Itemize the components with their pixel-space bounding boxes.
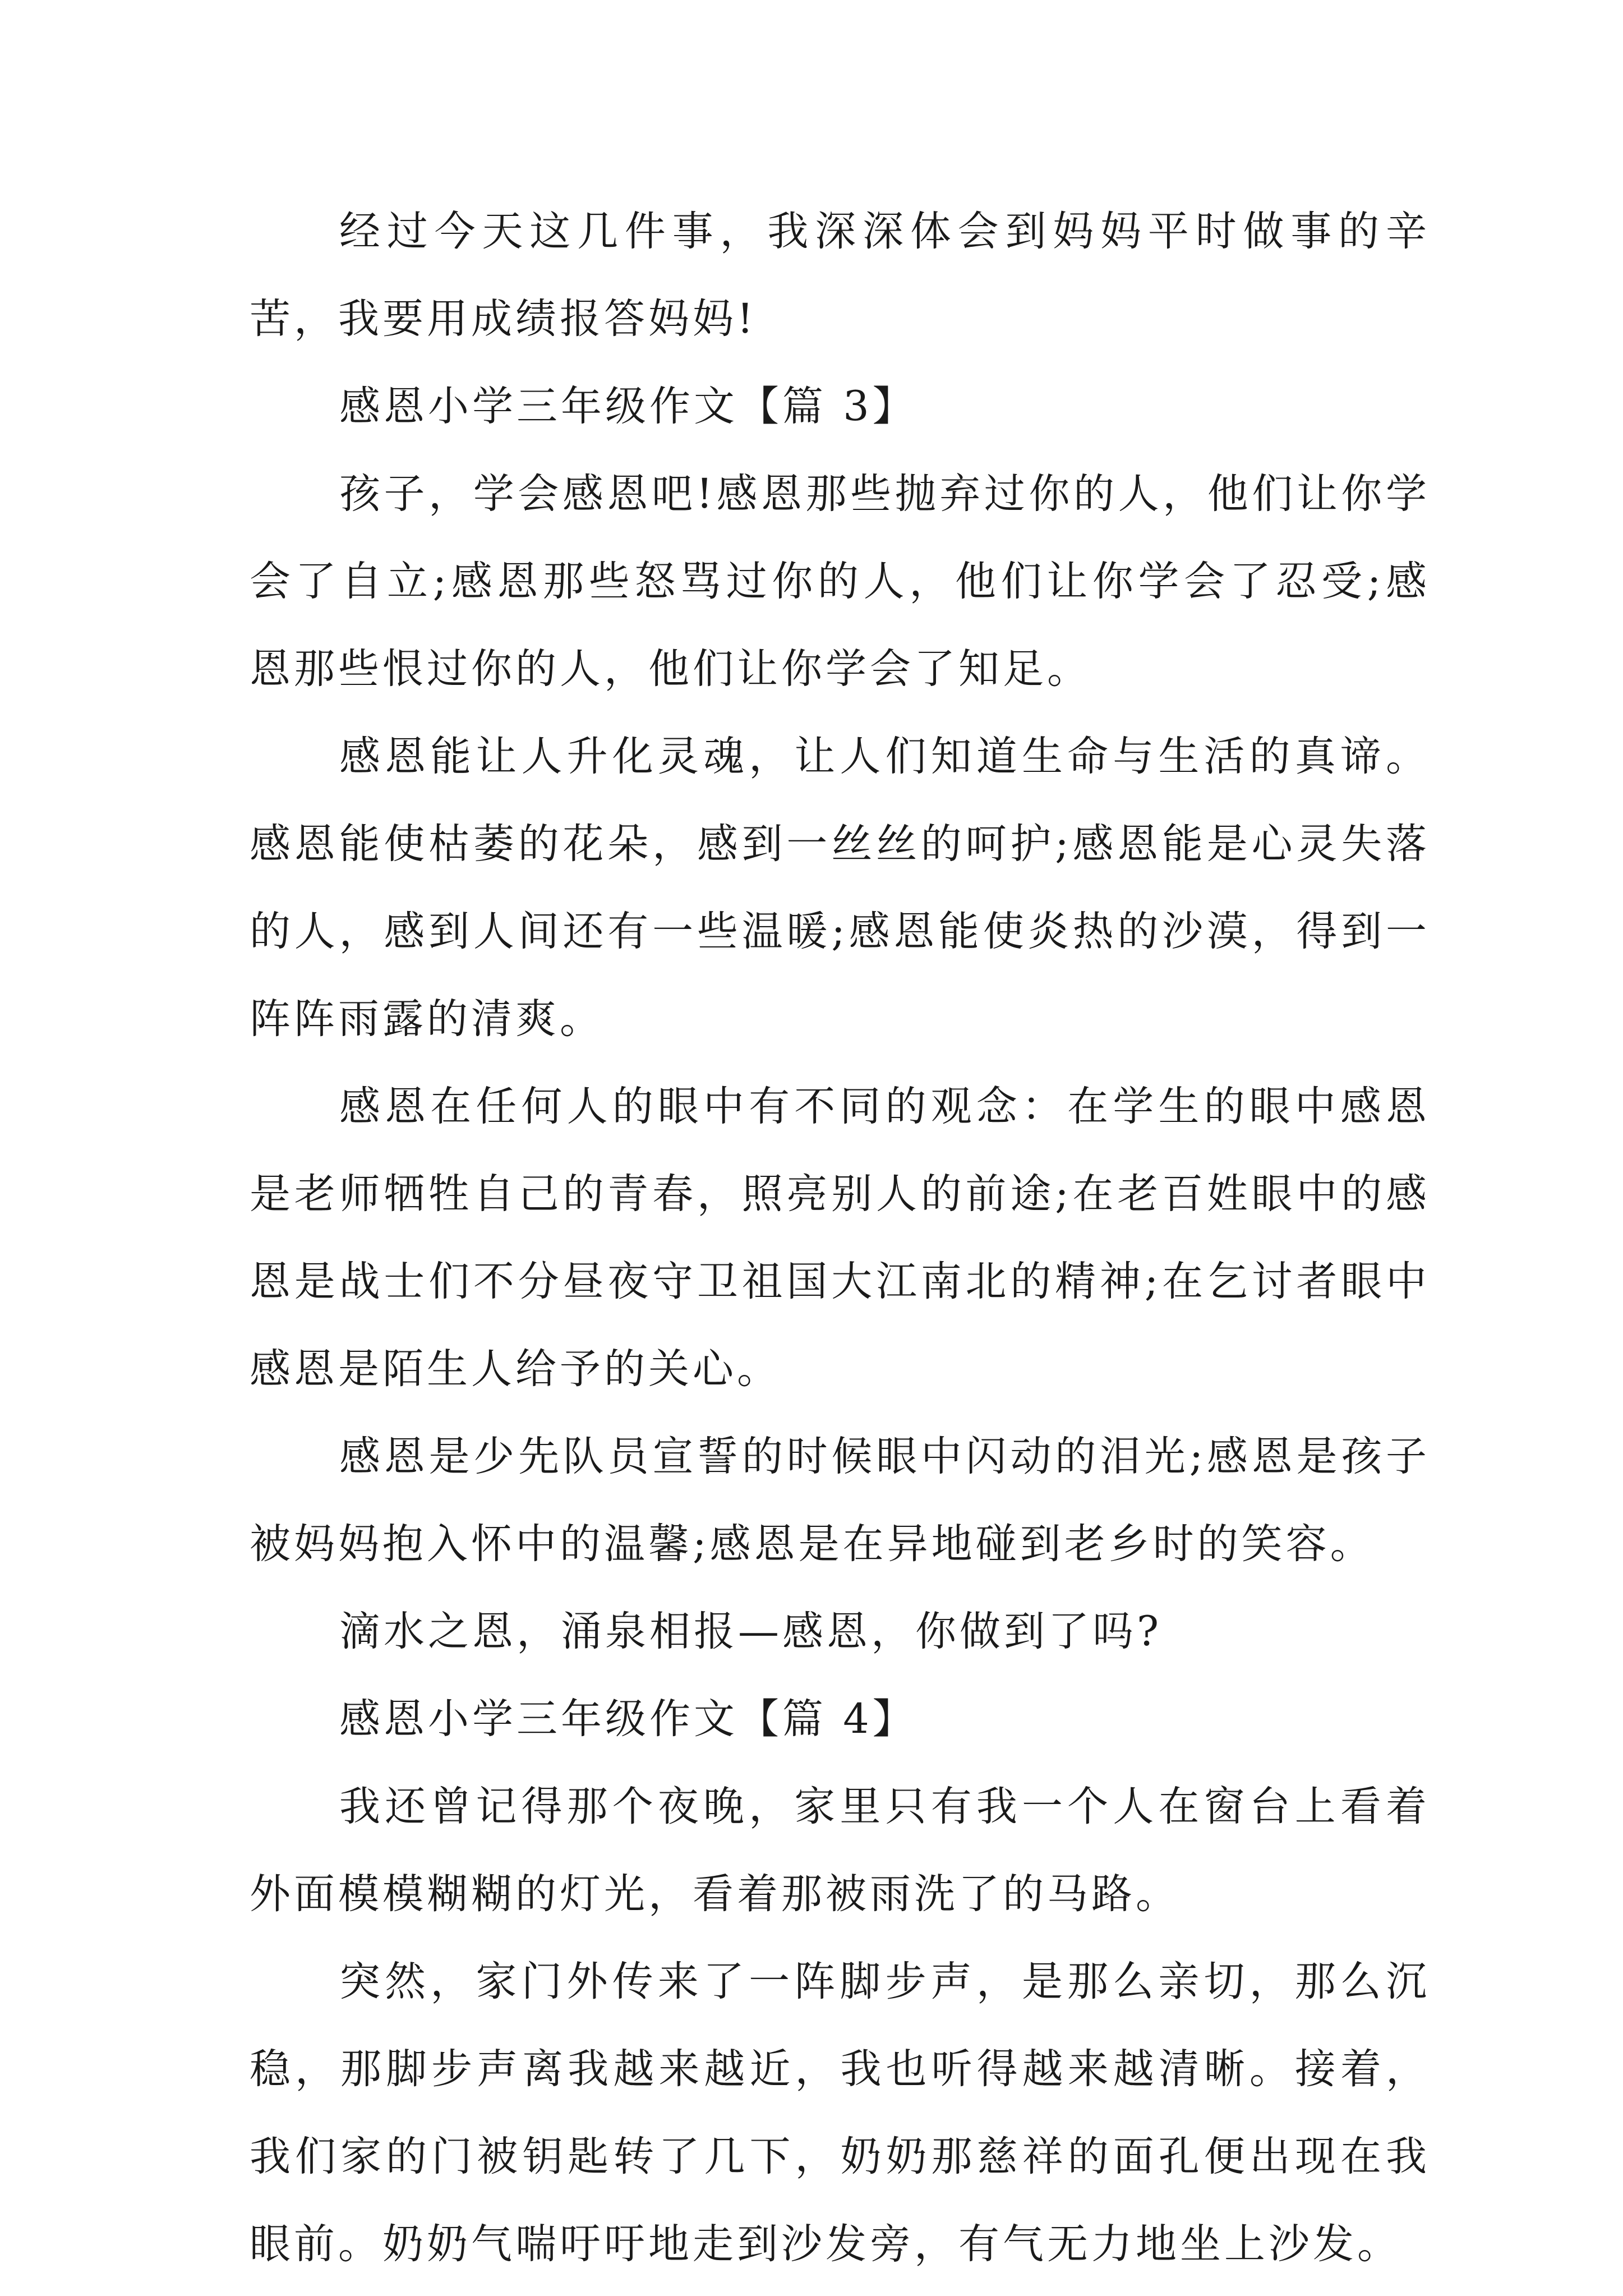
paragraph: 我还曾记得那个夜晚，家里只有我一个人在窗台上看着外面模模糊糊的灯光，看着那被雨洗了的马路。 xyxy=(250,1783,1430,1918)
paragraph: 孩子，学会感恩吧!感恩那些抛弃过你的人，他们让你学会了自立;感恩那些怒骂过你的人，他们让你学会了忍受;感恩那些恨过你的人，他们让你学会了知足。 xyxy=(250,470,1430,693)
paragraph: 突然，家门外传来了一阵脚步声，是那么亲切，那么沉稳，那脚步声离我越来越近，我也听得越来越清晰。接着，我们家的门被钥匙转了几下，奶奶那慈祥的面孔便出现在我眼前。奶奶气喘吁吁地走到沙发旁，有气无力地坐上沙发。 xyxy=(250,1958,1430,2268)
section-heading: 感恩小学三年级作文【篇 3】 xyxy=(339,383,917,430)
paragraph: 感恩能让人升化灵魂，让人们知道生命与生活的真谛。感恩能使枯萎的花朵，感到一丝丝的呵护;感恩能是心灵失落的人，感到人间还有一些温暖;感恩能使炎热的沙漠，得到一阵阵雨露的清爽。 xyxy=(250,733,1430,1043)
document-body xyxy=(250,188,1430,2288)
section-heading: 感恩小学三年级作文【篇 4】 xyxy=(339,1695,917,1743)
paragraph: 感恩是少先队员宣誓的时候眼中闪动的泪光;感恩是孩子被妈妈抱入怀中的温馨;感恩是在异地碰到老乡时的笑容。 xyxy=(250,1433,1430,1568)
paragraph: 经过今天这几件事，我深深体会到妈妈平时做事的辛苦，我要用成绩报答妈妈! xyxy=(250,208,1430,343)
paragraph: 滴水之恩，涌泉相报—感恩，你做到了吗? xyxy=(339,1608,1163,1655)
paragraph: 感恩在任何人的眼中有不同的观念：在学生的眼中感恩是老师牺牲自己的青春，照亮别人的前途;在老百姓眼中的感恩是战士们不分昼夜守卫祖国大江南北的精神;在乞讨者眼中感恩是陌生人给予的关心。 xyxy=(250,1083,1430,1393)
